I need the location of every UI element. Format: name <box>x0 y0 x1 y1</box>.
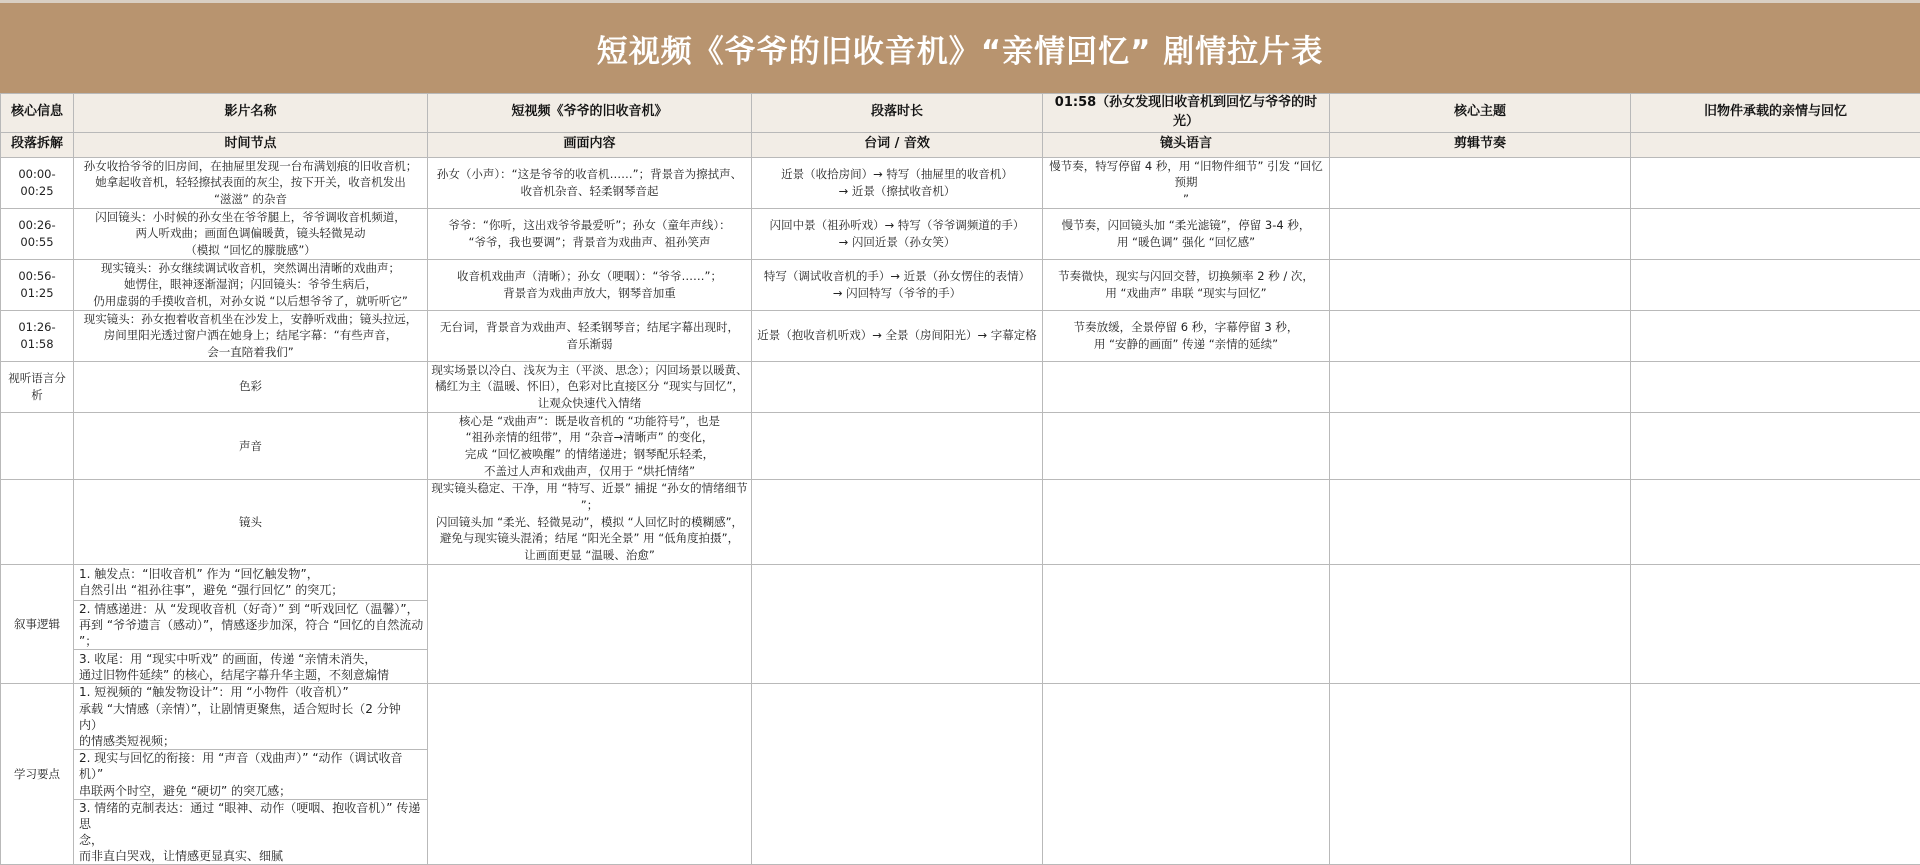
empty-cell[interactable] <box>1330 480 1631 564</box>
sheet-title: 短视频《爷爷的旧收音机》“亲情回忆” 剧情拉片表 <box>0 0 1920 93</box>
time-cell[interactable]: 01:26-01:58 <box>1 310 74 361</box>
scene-cell[interactable]: 现实镜头：孙女继续调试收音机，突然调出清晰的戏曲声； 她愣住，眼神逐渐湿润；闪回镜头：爷爷生病后， 仍用虚弱的手摸收音机，对孙女说 “以后想爷爷了，就听听它” <box>74 259 428 310</box>
header-cell[interactable]: 剪辑节奏 <box>1330 132 1631 157</box>
audio-cell[interactable]: 孙女（小声）：“这是爷爷的收音机……”；背景音为擦拭声、 收音机杂音、轻柔钢琴音起 <box>428 157 752 208</box>
empty-cell[interactable] <box>1 412 74 480</box>
learning-item[interactable]: 1. 短视频的 “触发物设计”：用 “小物件（收音机）” 承载 “大情感（亲情）”，让剧情更聚焦，适合短时长（2 分钟内） 的情感类短视频； <box>74 684 428 750</box>
scene-cell[interactable]: 闪回镜头：小时候的孙女坐在爷爷腿上，爷爷调收音机频道， 两人听戏曲；画面色调偏暖黄，镜头轻微晃动 （模拟 “回忆的朦胧感”） <box>74 208 428 259</box>
av-item-name[interactable]: 声音 <box>74 412 428 480</box>
empty-cell[interactable] <box>1043 564 1330 684</box>
empty-cell[interactable] <box>1631 259 1920 310</box>
av-item-name[interactable]: 色彩 <box>74 361 428 412</box>
learning-row <box>1 684 1920 750</box>
av-item-text[interactable]: 现实镜头稳定、干净，用 “特写、近景” 捕捉 “孙女的情绪细节 ”； 闪回镜头加 “柔光、轻微晃动”，模拟 “人回忆时的模糊感”， 避免与现实镜头混淆；结尾 “阳光全景” 用 “低角度拍摄”， 让画面更显 “温暖、治愈” <box>428 480 752 564</box>
shots-cell[interactable]: 特写（调试收音机的手）→ 近景（孙女愣住的表情） → 闪回特写（爷爷的手） <box>752 259 1043 310</box>
av-row-sound <box>1 412 1920 480</box>
narrative-label[interactable]: 叙事逻辑 <box>1 564 74 684</box>
empty-cell[interactable] <box>1631 564 1920 684</box>
empty-cell[interactable] <box>1631 480 1920 564</box>
learning-item[interactable]: 3. 情绪的克制表达：通过 “眼神、动作（哽咽、抱收音机）” 传递思 念， 而非直白哭戏，让情感更显真实、细腻 <box>74 799 428 865</box>
header-cell[interactable]: 短视频《爷爷的旧收音机》 <box>428 94 752 133</box>
av-item-text[interactable]: 核心是 “戏曲声”：既是收音机的 “功能符号”，也是 “祖孙亲情的纽带”，用 “杂音→清晰声” 的变化， 完成 “回忆被唤醒” 的情绪递进；钢琴配乐轻柔， 不盖过人声和戏曲声，仅用于 “烘托情绪” <box>428 412 752 480</box>
header-row-segments <box>1 132 1920 157</box>
rhythm-cell[interactable]: 慢节奏，特写停留 4 秒，用 “旧物件细节” 引发 “回忆预期 ” <box>1043 157 1330 208</box>
empty-cell[interactable] <box>1330 259 1631 310</box>
header-cell[interactable]: 画面内容 <box>428 132 752 157</box>
segment-row <box>1 157 1920 208</box>
scene-cell[interactable]: 现实镜头：孙女抱着收音机坐在沙发上，安静听戏曲；镜头拉远， 房间里阳光透过窗户洒在她身上；结尾字幕：“有些声音， 会一直陪着我们” <box>74 310 428 361</box>
header-cell[interactable]: 镜头语言 <box>1043 132 1330 157</box>
empty-cell[interactable] <box>428 564 752 684</box>
empty-cell[interactable] <box>1631 684 1920 865</box>
narrative-item[interactable]: 1. 触发点：“旧收音机” 作为 “回忆触发物”， 自然引出 “祖孙往事”，避免 “强行回忆” 的突兀； <box>74 564 428 600</box>
empty-cell[interactable] <box>1631 208 1920 259</box>
segment-row <box>1 259 1920 310</box>
empty-cell[interactable] <box>1330 361 1631 412</box>
av-row-color <box>1 361 1920 412</box>
empty-cell[interactable] <box>752 564 1043 684</box>
empty-cell[interactable] <box>1043 361 1330 412</box>
learning-label[interactable]: 学习要点 <box>1 684 74 865</box>
empty-cell[interactable] <box>1631 310 1920 361</box>
rhythm-cell[interactable]: 慢节奏，闪回镜头加 “柔光滤镜”，停留 3-4 秒， 用 “暖色调” 强化 “回忆感” <box>1043 208 1330 259</box>
av-item-name[interactable]: 镜头 <box>74 480 428 564</box>
narrative-row <box>1 564 1920 600</box>
shots-cell[interactable]: 闪回中景（祖孙听戏）→ 特写（爷爷调频道的手） → 闪回近景（孙女笑） <box>752 208 1043 259</box>
empty-cell[interactable] <box>752 684 1043 865</box>
learning-item[interactable]: 2. 现实与回忆的衔接：用 “声音（戏曲声）” “动作（调试收音机）” 串联两个时空，避免 “硬切” 的突兀感； <box>74 750 428 800</box>
shots-cell[interactable]: 近景（收拾房间）→ 特写（抽屉里的收音机） → 近景（擦拭收音机） <box>752 157 1043 208</box>
empty-cell[interactable] <box>752 361 1043 412</box>
rhythm-cell[interactable]: 节奏放缓，全景停留 6 秒，字幕停留 3 秒， 用 “安静的画面” 传递 “亲情的延续” <box>1043 310 1330 361</box>
empty-cell[interactable] <box>1330 684 1631 865</box>
rhythm-cell[interactable]: 节奏微快，现实与闪回交替，切换频率 2 秒 / 次， 用 “戏曲声” 串联 “现实与回忆” <box>1043 259 1330 310</box>
audio-cell[interactable]: 爷爷：“你听，这出戏爷爷最爱听”；孙女（童年声线）： “爷爷，我也要调”；背景音为戏曲声、祖孙笑声 <box>428 208 752 259</box>
empty-cell[interactable] <box>1330 412 1631 480</box>
header-cell[interactable]: 旧物件承载的亲情与回忆 <box>1631 94 1920 133</box>
header-cell[interactable]: 台词 / 音效 <box>752 132 1043 157</box>
empty-cell[interactable] <box>1 480 74 564</box>
empty-cell[interactable] <box>1330 157 1631 208</box>
header-cell[interactable]: 影片名称 <box>74 94 428 133</box>
empty-cell[interactable] <box>1043 412 1330 480</box>
av-item-text[interactable]: 现实场景以冷白、浅灰为主（平淡、思念）；闪回场景以暖黄、 橘红为主（温暖、怀旧），色彩对比直接区分 “现实与回忆”， 让观众快速代入情绪 <box>428 361 752 412</box>
header-cell[interactable]: 核心主题 <box>1330 94 1631 133</box>
empty-cell[interactable] <box>1043 480 1330 564</box>
header-cell[interactable] <box>1631 132 1920 157</box>
audio-cell[interactable]: 收音机戏曲声（清晰）；孙女（哽咽）：“爷爷……”； 背景音为戏曲声放大，钢琴音加重 <box>428 259 752 310</box>
empty-cell[interactable] <box>1631 361 1920 412</box>
time-cell[interactable]: 00:26-00:55 <box>1 208 74 259</box>
empty-cell[interactable] <box>1330 564 1631 684</box>
shots-cell[interactable]: 近景（抱收音机听戏）→ 全景（房间阳光）→ 字幕定格 <box>752 310 1043 361</box>
header-cell[interactable]: 时间节点 <box>74 132 428 157</box>
breakdown-table <box>0 93 1920 865</box>
audio-cell[interactable]: 无台词，背景音为戏曲声、轻柔钢琴音；结尾字幕出现时， 音乐渐弱 <box>428 310 752 361</box>
empty-cell[interactable] <box>752 480 1043 564</box>
header-cell[interactable]: 核心信息 <box>1 94 74 133</box>
empty-cell[interactable] <box>1043 684 1330 865</box>
segment-row <box>1 208 1920 259</box>
time-cell[interactable]: 00:00-00:25 <box>1 157 74 208</box>
empty-cell[interactable] <box>1330 310 1631 361</box>
header-cell[interactable]: 段落拆解 <box>1 132 74 157</box>
header-cell[interactable]: 01:58（孙女发现旧收音机到回忆与爷爷的时光） <box>1043 94 1330 133</box>
empty-cell[interactable] <box>752 412 1043 480</box>
header-cell[interactable]: 段落时长 <box>752 94 1043 133</box>
scene-cell[interactable]: 孙女收拾爷爷的旧房间，在抽屉里发现一台布满划痕的旧收音机； 她拿起收音机，轻轻擦拭表面的灰尘，按下开关，收音机发出 “滋滋” 的杂音 <box>74 157 428 208</box>
header-row-core-info <box>1 94 1920 133</box>
empty-cell[interactable] <box>428 684 752 865</box>
av-analysis-label[interactable]: 视听语言分析 <box>1 361 74 412</box>
empty-cell[interactable] <box>1631 157 1920 208</box>
narrative-item[interactable]: 3. 收尾：用 “现实中听戏” 的画面，传递 “亲情未消失， 通过旧物件延续” 的核心，结尾字幕升华主题，不刻意煽情 <box>74 650 428 684</box>
av-row-camera <box>1 480 1920 564</box>
time-cell[interactable]: 00:56-01:25 <box>1 259 74 310</box>
narrative-item[interactable]: 2. 情感递进：从 “发现收音机（好奇）” 到 “听戏回忆（温馨）”， 再到 “爷爷遗言（感动）”，情感逐步加深，符合 “回忆的自然流动 ”； <box>74 600 428 650</box>
segment-row <box>1 310 1920 361</box>
empty-cell[interactable] <box>1330 208 1631 259</box>
empty-cell[interactable] <box>1631 412 1920 480</box>
